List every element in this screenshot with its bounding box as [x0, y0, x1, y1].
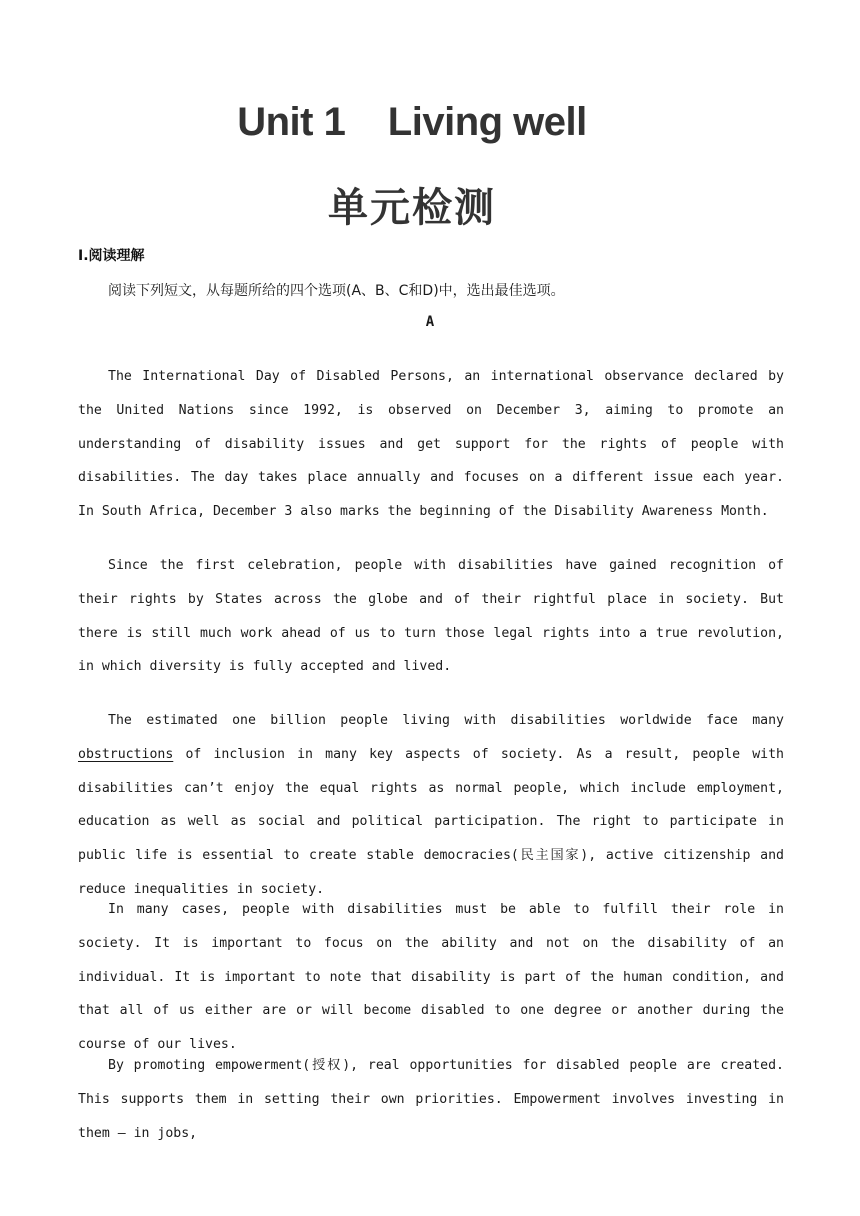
section-heading: Ⅰ.阅读理解 [78, 248, 145, 264]
unit-title: Unit 1 Living well [237, 100, 587, 144]
paragraph-3-text-after: of inclusion in many key aspects of society. As a result, people with disabilities can’t enjoy the equal rights as normal people, which include employment, education as well as social and political participation. The right to participate in public life is essential to create stable democracies(民主国家), active citizenship and reduce inequalities in society. [78, 746, 784, 897]
passage-paragraph-3 [78, 704, 784, 907]
passage-paragraph-5: By promoting empowerment(授权), real opportunities for disabled people are created. This supports them in setting their own priorities. Empowerment involves investing in them — in jobs, [78, 1058, 784, 1141]
section-instructions: 阅读下列短文，从每题所给的四个选项(A、B、C和D)中，选出最佳选项。 [108, 283, 565, 299]
passage-label: A [425, 314, 435, 330]
paragraph-3-text-before: The estimated one billion people living with disabilities worldwide face many [108, 713, 784, 728]
passage-paragraph-1: The International Day of Disabled Persons, an international observance declared by the United Nations since 1992, is observed on December 3, aiming to promote an understanding of disability issues and get support for the rights of people with disabilities. The day takes place annually and focuses on a different issue each year. In South Africa, December 3 also marks the beginning of the Disability Awareness Month. [78, 369, 784, 520]
passage-paragraph-2: Since the first celebration, people with disabilities have gained recognition of their rights by States across the globe and of their rightful place in society. But there is still much work ahead of us to turn those legal rights into a true revolution, in which diversity is fully accepted and lived. [78, 558, 784, 675]
unit-subtitle: 单元检测 [328, 185, 496, 231]
underlined-word-obstructions: obstructions [78, 746, 174, 762]
passage-paragraph-4: In many cases, people with disabilities must be able to fulfill their role in society. It is important to focus on the ability and not on the disability of an individual. It is important to note that disability is part of the human condition, and that all of us either are or will become disabled to one degree or another during the course of our lives. [78, 902, 784, 1053]
